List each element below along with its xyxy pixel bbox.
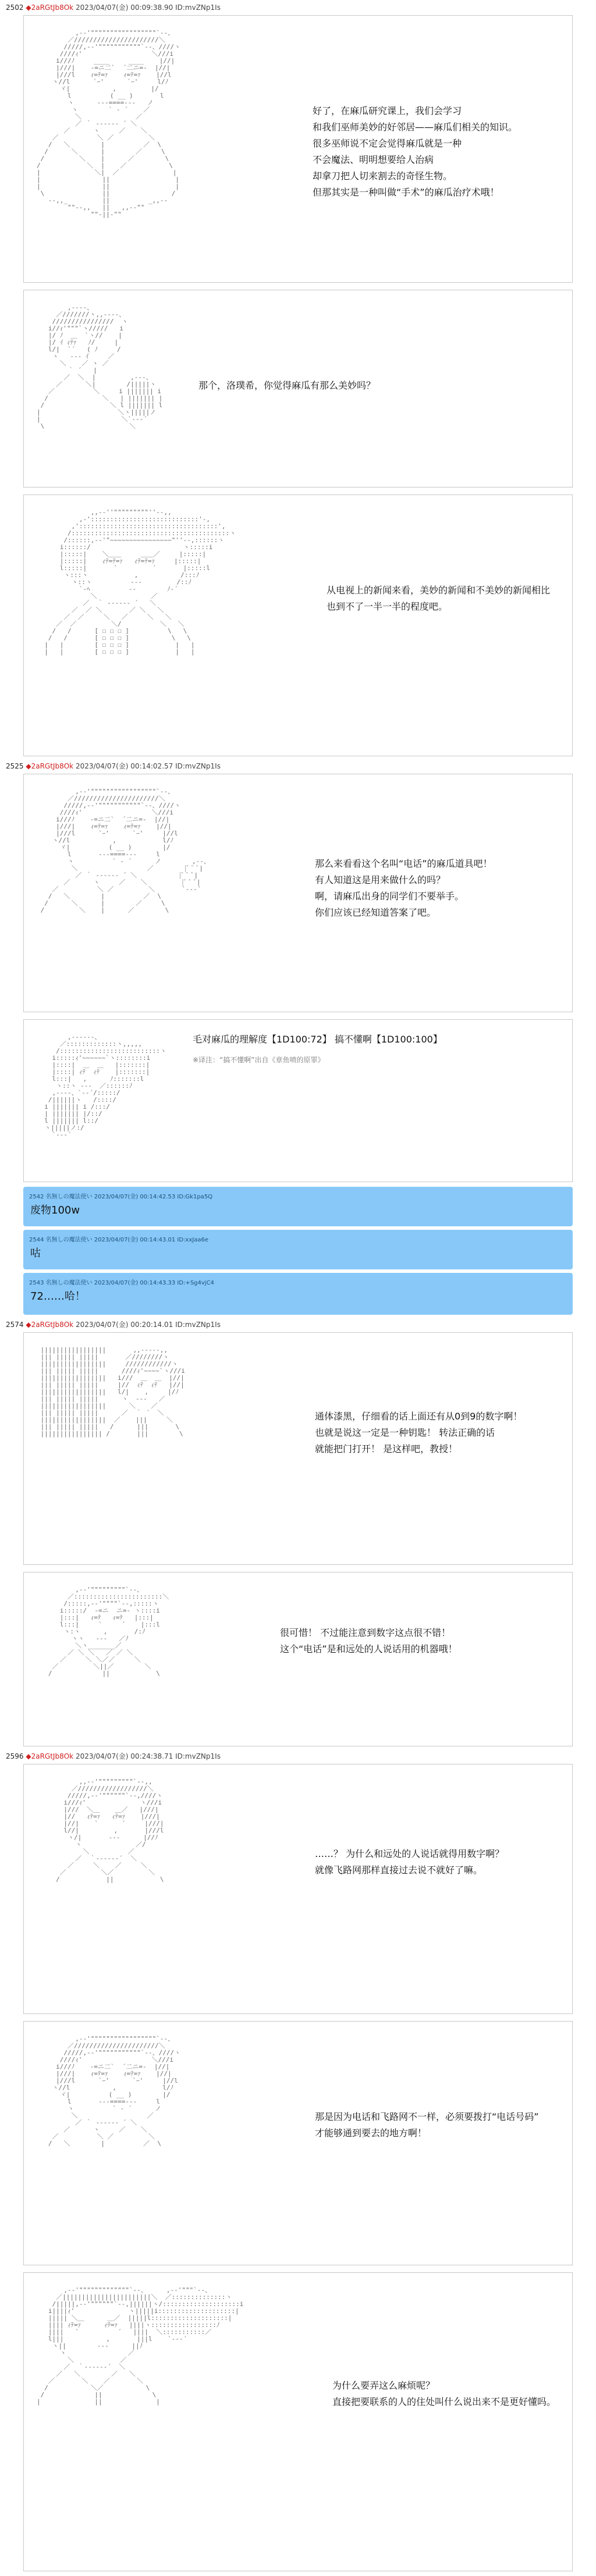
manga-panel <box>23 15 573 283</box>
reply-post <box>23 1273 573 1315</box>
poster-name[interactable]: ◆2aRGtJb8Ok <box>26 762 74 770</box>
ascii-art-character: ,-‐‐-、 ／///////ヽ,,-‐‐-、 //////////////// ヽ i//ｨ'"""`ヽ///// i |/ ﾉ ＿ `ヽ// | |/ ｲ ｨﾃｧ ﾉ/ | l/| `´ ( ﾉ / ヽ ‐-‐ ｲ ／ ＼ ／ ヽ ／ ｀ ´ | ／ ＼ | ,-‐‐、 ／ ＼| /|||||ヽ ／ ＼ i ||||||| i / ＼ | ||||||| | / ＼ l ||||||| l | ＼ヽ|||||ノ | ＼`‐-‐´ \ ＼ <box>37 304 163 430</box>
ascii-art-character: ,-‐'"""""""""""""""""`‐-、 ／//////////////////////＼ /////,-‐'"""""""""""`‐-、////ヽ ////ｨ' ＼///i i///ﾉ ____ ____ |//| |///| ‐=ニ二` ´二ニ=‐ |//| |///l ｨ=ﾃ=ｧ ｨ=ﾃ=ｧ |//l ヽ//l `ｰ' `ｰ' l/ﾉ ヾ| , |/ l ( __ ) l ヽ ‐-‐====‐-‐ ノ ヽ ` ‐ ´ ／ ＼ ／ ／ ｀ ‐---‐‐ ´ ＼ ／ ヽ ／ ＼ ／ ＼ ／ ＼ / ＼ | ／ \ / ＼ | ／ \ / ＼ | ／ \ / ＼ | ／ \ | ＼| ／ | | || | | || | \ || / ‐-,,_ || _,,-‐ ""‐-,, || ,,-‐"" ""‐||‐"" <box>37 29 181 218</box>
poster-name[interactable]: ◆2aRGtJb8Ok <box>26 1752 74 1760</box>
dialogue-text: 通体漆黑，仔细看的话上面还有从0到9的数字啊！ 也就是说这一定是一种钥匙！ 转法正确的话 就能把门打开！ 是这样吧，教授！ <box>315 1411 523 1454</box>
reply-body: 废物100w <box>30 1204 80 1216</box>
poster-name[interactable]: ◆2aRGtJb8Ok <box>26 1321 74 1329</box>
reply-body: 咕 <box>30 1247 41 1259</box>
dialogue-text: 那么来看看这个名叫“电话”的麻瓜道具吧！ 有人知道这是用来做什么的吗？ 啊，请麻瓜出身的同学们不要举手。 你们应该已经知道答案了吧。 <box>315 858 492 918</box>
manga-panel <box>23 2021 573 2265</box>
ascii-art-character: ,-‐'"""""""""""""""""`‐-、 ／//////////////////////＼ /////,-‐'"""""""""""`‐-、////ヽ ////ｨ' ＼///i i///ﾉ ‐=ニ二` ´二ニ=‐ |//| |///| ｨ=ﾃ=ｧ ｨ=ﾃ=ｧ |//| |///l `ｰ' `ｰ' |//l ヽ//l , l/ﾉ ヾ| ( __ ) |/ l ‐-‐====‐-‐ l ヽ ` ‐ ´ ノ ＼ ／ ／ ｀ ‐---‐‐ ´ ＼ ／ ヽ ／ ＼ ／ ＼ ／ ＼ / ＼ | ／ \ <box>48 2035 181 2147</box>
translator-note: ※译注：“搞不懂啊”出自《章鱼喷的原罪》 <box>193 1056 325 1064</box>
post-header <box>6 1318 588 1331</box>
poster-name[interactable]: ◆2aRGtJb8Ok <box>26 3 74 12</box>
post-number: 2525 <box>6 762 24 770</box>
reply-header: 2543 名無しの魔法使い 2023/04/07(金) 00:14:43.33 ID:+Sg4vjC4 <box>29 1280 214 1286</box>
post-number: 2502 <box>6 3 24 12</box>
manga-panel <box>23 774 573 1012</box>
manga-panel <box>23 1019 573 1182</box>
manga-panel <box>23 1572 573 1746</box>
manga-panel <box>23 290 573 488</box>
dialogue-text: 那个，洛璞希，你觉得麻瓜有那么美妙吗？ <box>198 380 376 391</box>
dialogue-text: 为什么要弄这么麻烦呢？ 直接把要联系的人的住处叫什么说出来不是更好懂吗。 <box>332 2380 556 2407</box>
reply-body: 72……哈！ <box>30 1290 86 1303</box>
ascii-art-character: ,-‐‐‐‐‐、 ／:::::::::::::ヽ,,,,, /::::::::::::::::::::::::::ヽ i:::::ｨ'~~~~~~`ヽ::::::::i |::::| ＿ ＿ |:::::::| |::::| ｨﾃ ｨﾃ |:::::::| l:::| , ﾉ:::::::l ヽ::ヽ ‐-‐ ／::::::ﾉ ,-‐‐-、`‐‐´/:::::/ /||||||ヽ /::::/ i ||||||| i /:::/ | ||||||| |/::/ l ||||||| l::/ ヽ|||||ノ:/ `‐-‐´ <box>44 1033 166 1138</box>
post-meta: 2023/04/07(金) 00:09:38.90 ID:mvZNp1Is <box>75 3 221 12</box>
manga-panel <box>23 494 573 756</box>
ascii-art-character: ,-‐'"""""""""""""""""`‐-、 ／//////////////////////＼ /////,-‐'"""""""""""`‐-、////ヽ ////ｨ' ＼///i i///ﾉ ‐=ニ二` ´二ニ=‐ |//| |///| ｨ=ﾃ=ｧ ｨ=ﾃ=ｧ |//| |///l `ｰ' `ｰ' |//l ヽ//l , l/ﾉ ヾ| ( __ ) |/ l ‐-‐====‐-‐ l ヽ ` ‐ ´ ノ ,-‐、 ＼ ／ |ﾟ ﾟ ﾟ| ／ ｀ ‐---‐‐ ´ ＼ |ﾟ ﾟ ﾟ| ／ ヽ ／ ＼ |ﾟ ﾟ ﾟ| ／ ＼ ／ ＼ `‐-‐´ / ＼ | ／ \ / ＼ | ／ \ / ＼ | ／ \ <box>40 788 210 914</box>
dialogue-text: 那是因为电话和飞路网不一样，必须要拨打“电话号码” 才能够通到要去的地方啊！ <box>315 2111 539 2139</box>
post-header <box>6 1750 588 1763</box>
post-meta: 2023/04/07(金) 00:24:38.71 ID:mvZNp1Is <box>75 1752 221 1760</box>
reply-post <box>23 1230 573 1269</box>
post-header <box>6 760 588 773</box>
manga-panel <box>23 1764 573 2014</box>
post-header <box>6 1 588 14</box>
post-meta: 2023/04/07(金) 00:14:02.57 ID:mvZNp1Is <box>75 762 221 770</box>
ascii-art-character: ||||||||||||||||| ,,-‐‐‐-,, ||| ||||| ||||| ／////////ヽ ||||||||||||||||| ////////////ヽ ||| ||||| ||||| ////ｨ'~~~~`ヽ///i ||||||||||||||||| i/// ＿ ＿ |//| ||| ||||| ||||| |// ｨﾃ ｨﾃ |//| ||||||||||||||||| l/| , |/ﾉ ||| ||||| ||||| ヽ ‐-‐ ／ ||||||||||||||||| ＼ ／ ||| ||||| ||||| ／ ｀ ´ ＼ ||||||||||||||||| ／ ||| ＼ ||| ||||| ||||| / ||| \ |||||||||||||||| / ||| \ <box>40 1346 185 1438</box>
reply-post <box>23 1187 573 1226</box>
reply-header: 2542 名無しの魔法使い 2023/04/07(金) 00:14:42.53 ID:Gk1pa5Q <box>29 1194 213 1200</box>
dialogue-text: 从电视上的新闻来看，美妙的新闻和不美妙的新闻相比 也到不了一半一半的程度吧。 <box>327 585 551 612</box>
ascii-art-character: ,-‐'"""""""""`‐-、 ／:::::::::::::::::::::::＼ /:::::,-‐'""""`‐-,:::::ヽ i:::::/ ‐=ニ ニ=‐ ヽ::::i |:::| ｨ=ﾃ ｨ=ﾃ |:::| l:::| ` ´ |:::l ヽ:ヽ , /:ﾉ ヽヽ ‐-‐ ／ﾉ ＼ヽ_______／ ／ ＼ ＼ ／ ／ ＼ ／ ＼ ＼／／ ＼ ／ ＼||／ ＼ / || \ <box>48 1586 169 1677</box>
dialogue-text: 很可惜！ 不过能注意到数字这点很不错！ 这个“电话”是和远处的人说话用的机器哦！ <box>280 1627 457 1655</box>
manga-panel <box>23 2272 573 2571</box>
post-number: 2574 <box>6 1321 24 1329</box>
reply-header: 2544 名無しの魔法使い 2023/04/07(金) 00:14:43.01 ID:xxJaa6e <box>29 1237 208 1243</box>
manga-panel <box>23 1332 573 1565</box>
ascii-art-character: ,,-‐'"""""""""`‐-,, ／//////////////////＼ /////,-‐'""""""`‐-,////ヽ i///ｨ' ヽ///i |/// ＼＿ ＿／ |///| |// ｨﾃ=ｧ ｨﾃ=ｧ |///| |//| ` ´ |///| l//| , |///l ヽ/| ‐-‐ |//ﾉ ヽ ／/ ＼ ／ ／ ｀‐----‐´ ＼ ／ ＼ ／ ＼ ／ ＼／ ＼ / || \ <box>56 1778 164 1883</box>
dialogue-text: ……？ 为什么和远处的人说话就得用数字啊？ 就像飞路网那样直接过去说不就好了嘛。 <box>315 1848 505 1876</box>
ascii-art-character: ,-‐'"""""""""""""`‐-、 ,-‐'"""`‐-、 ／|||||||||||||||||||||||＼ ／::::::::::::::ヽ /|||||,-‐'""""""`‐-,||||||ヽ/::::::::::::::::::::i i||||ｨ' ヽ|||||i::::::::::::::::::::| ||||| ＼＿ ＿／ |||||l::::::::::::::::::::| |||| ｨﾃ=ｧ ｨﾃ=ｧ ||||ヽ:::::::::::::::::ﾉ |||| ` ´ |||| ＼:::::::::::／ l||| , |||l `‐‐‐´ ヽ|| ‐-‐ ||ﾉ ヽ ／ ＼ ／ ／ ｀‐----‐´ ＼ ／ ＼ ／ ＼ ／ ＼ ／ ＼ / ＼／ \ / || \ | || | <box>37 2286 244 2406</box>
ascii-art-character: ,,-‐''"""""""""''‐-,, ,-'::::::::::::::::::::::::::::'-, ,'::::::::::::::::::::::::::::::::::::', /:::::::::::::::::::::::::::::::::::::::::ヽ /::::::,-‐'"~~~~~~~~~~~~~~~~"''‐-,::::::ヽ i::::::/ ヽ:::::i |:::::| ＼＿＿ ＿＿／ |:::::| |:::::| ｨﾃ=ﾃ=ｧ ｨﾃ=ﾃ=ｧ |:::::| l:::::| ` ´ |:::::l ヽ:::ヽ , /:::ﾉ ヽ::ヽ ‐-‐ /::ﾉ `‐ﾍ ‐‐ ﾉ‐´ ＼ ／ ／ ｀ ‐----‐ ´ ＼ ／ ／ ＼ ／ ＼ ＼ ／ ／ ＼ ／ ＼ ＼ ／ ／ ＼/ ＼ ＼ / / [ ☐ ☐ ☐ ] \ \ / / [ ☐ ☐ ☐ ] \ \ | | [ ☐ ☐ ☐ ] | | | | [ ☐ ☐ ☐ ] | | <box>44 508 236 656</box>
post-number: 2596 <box>6 1752 24 1760</box>
post-meta: 2023/04/07(金) 00:20:14.01 ID:mvZNp1Is <box>75 1321 221 1329</box>
dialogue-text: 毛对麻瓜的理解度【1D100:72】 搞不懂啊【1D100:100】 <box>193 1034 442 1045</box>
dialogue-text: 好了，在麻瓜研究课上，我们会学习 和我们巫师美妙的好邻居——麻瓜们相关的知识。 很多巫师说不定会觉得麻瓜就是一种 不会魔法、明明想要给人治病 却拿刀把人切来割去的奇怪生物。 但那其实是一种叫做“手术”的麻瓜治疗术哦！ <box>313 105 518 198</box>
